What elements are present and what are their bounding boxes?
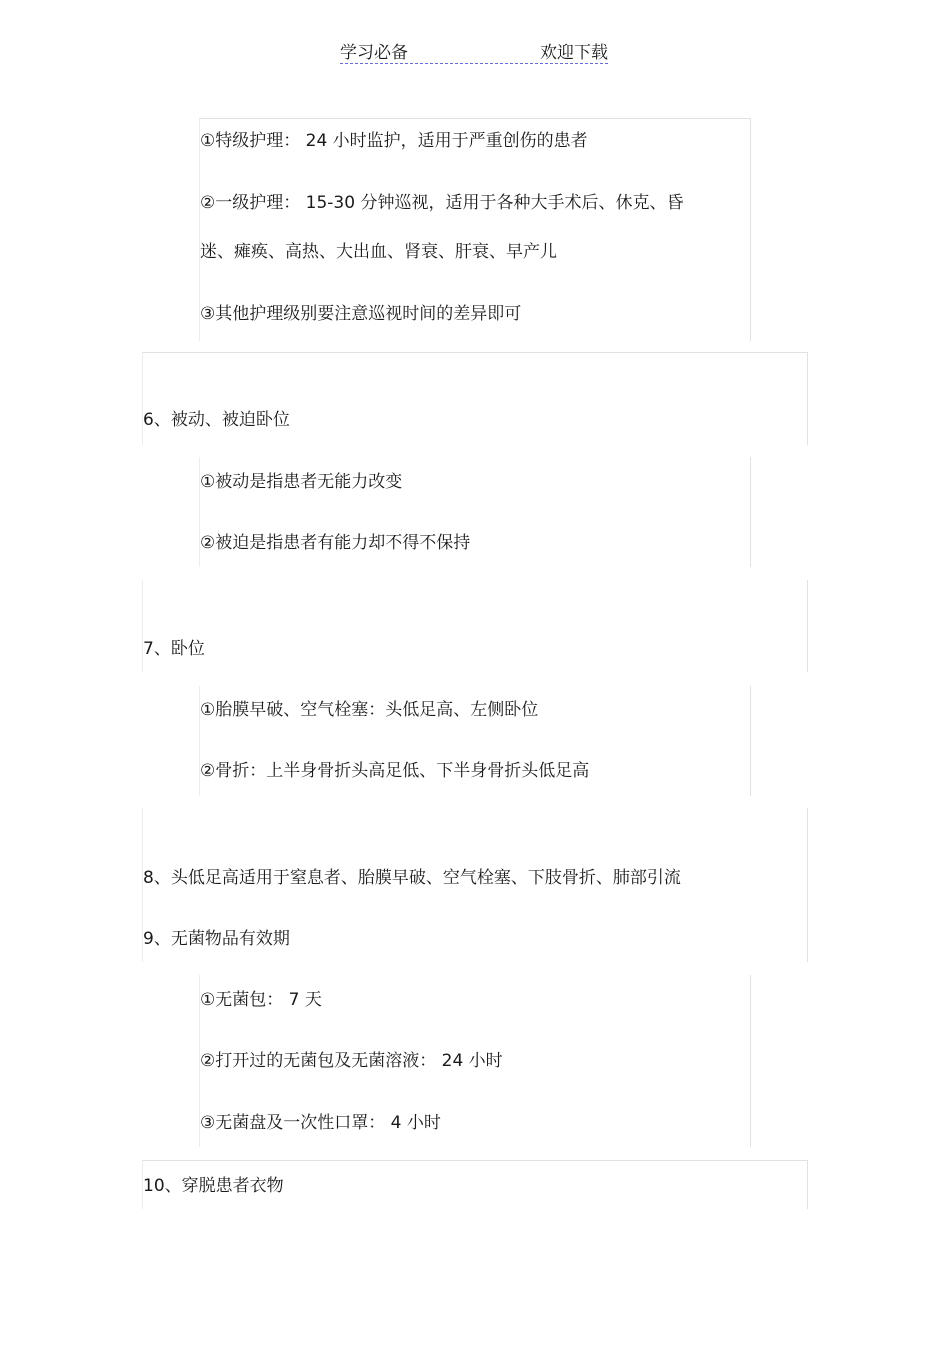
- section-frame-7: [142, 580, 808, 672]
- heading-7: 7、卧位: [143, 639, 205, 659]
- sterile-pack-validity: ①无菌包： 7 天: [200, 990, 322, 1010]
- nursing-other-levels: ③其他护理级别要注意巡视时间的差异即可: [200, 304, 522, 324]
- heading-10: 10、穿脱患者衣物: [143, 1176, 284, 1196]
- fracture-position: ②骨折：上半身骨折头高足低、下半身骨折头低足高: [200, 761, 590, 781]
- forced-position: ②被迫是指患者有能力却不得不保持: [200, 533, 471, 553]
- header-dashed-underline: [340, 63, 608, 64]
- nursing-first-level-line1: ②一级护理： 15-30 分钟巡视，适用于各种大手术后、休克、昏: [200, 193, 684, 213]
- heading-8: 8、头低足高适用于窒息者、胎膜早破、空气栓塞、下肢骨折、肺部引流: [143, 868, 681, 888]
- passive-position: ①被动是指患者无能力改变: [200, 472, 403, 492]
- sterile-tray-validity: ③无菌盘及一次性口罩： 4 小时: [200, 1113, 441, 1133]
- header-left-text: 学习必备: [340, 43, 408, 63]
- heading-9: 9、无菌物品有效期: [143, 929, 290, 949]
- nursing-first-level-line2: 迷、瘫痪、高热、大出血、肾衰、肝衰、早产儿: [200, 242, 557, 262]
- nursing-special-level: ①特级护理： 24 小时监护，适用于严重创伤的患者: [200, 131, 588, 151]
- placenta-position: ①胎膜早破、空气栓塞：头低足高、左侧卧位: [200, 700, 539, 720]
- opened-pack-validity: ②打开过的无菌包及无菌溶液： 24 小时: [200, 1051, 503, 1071]
- page-header: [340, 42, 608, 66]
- heading-6: 6、被动、被迫卧位: [143, 410, 290, 430]
- header-right-text: 欢迎下载: [540, 43, 608, 63]
